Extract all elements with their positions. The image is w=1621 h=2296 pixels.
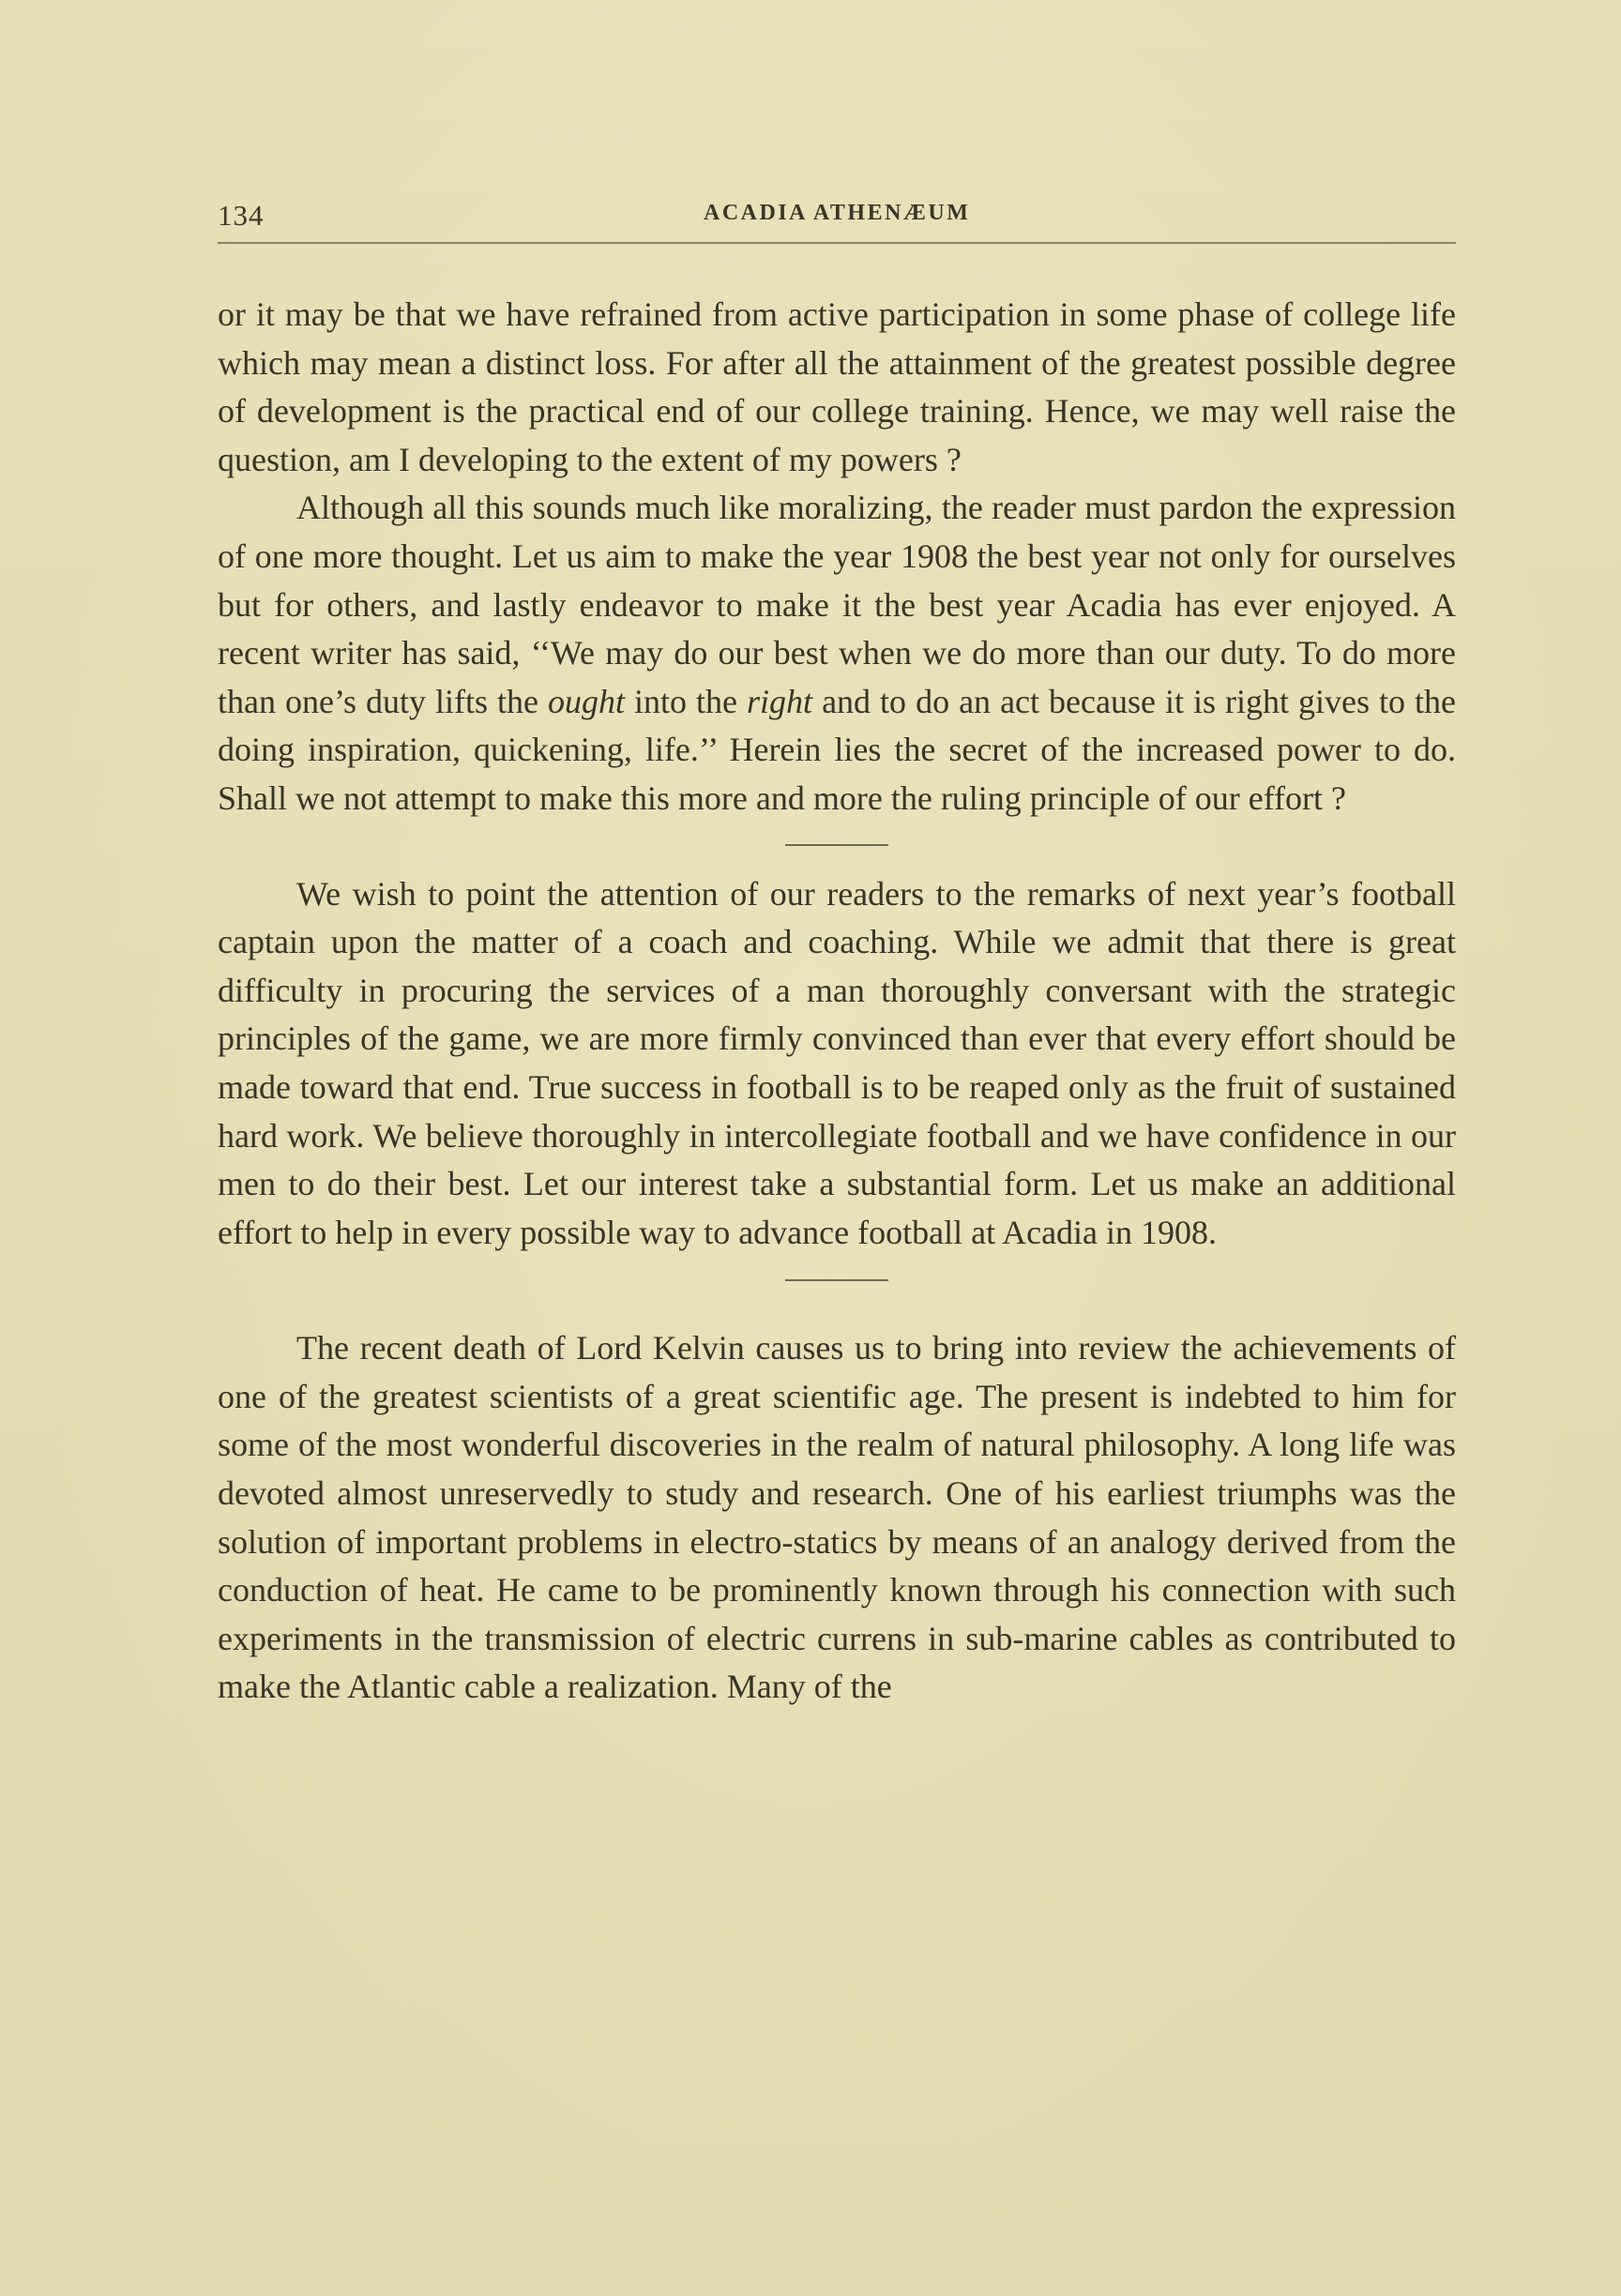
running-head: ACADIA ATHENÆUM: [704, 201, 971, 225]
paragraph-2-text-middle: into the: [625, 682, 748, 720]
paragraph-4: The recent death of Lord Kelvin causes us to bring into review the achievements of one of the greatest scientists of a great scientific age. The present is indebted to him for some of the most wonderful discoveries in the realm of natural philosophy. A long life was devoted almost unreservedly to study and research. One of his earliest triumphs was the solution of important problems in electro-statics by means of an analogy derived from the conduction of heat. He came to be prominently known through his connection with such experiments in the transmission of electric currens in sub-marine cables as contributed to make the Atlantic cable a realization. Many of the: [218, 1329, 1456, 1706]
page-number: 134: [218, 199, 265, 232]
body-text: [218, 291, 1456, 2167]
page-header: [218, 193, 1456, 240]
paragraph-2-text-before: Although all this sounds much like moralizing, the reader must pardon the expression of one more thought. Let us aim to make the year 1908 the best year not only for ourselves but for others, and lastly endeavor to make it the best year Acadia has ever enjoyed. A recent writer has said, ‘‘We may do our best when we do more than our duty. To do more than one’s duty lifts the: [218, 489, 1456, 720]
paragraph-2-italic-ought: ought: [548, 682, 626, 720]
paragraph-1: or it may be that we have refrained from active participation in some phase of college life which may mean a distinct loss. For after all the attainment of the greatest possible degree of development is the practical end of our college training. Hence, we may well raise the question, am I developing to the extent of my powers ?: [218, 295, 1456, 478]
paragraph-2-italic-right: right: [747, 682, 813, 720]
paragraph-2-text-after: and to do an act because it is right gives to the doing inspiration, quickening, life.’’ Herein lies the secret of the increased power to do. Shall we not attempt to make this more and more the ruling principle of our effort ?: [218, 682, 1456, 817]
section-separator: [785, 1279, 888, 1281]
paragraph-3: We wish to point the attention of our readers to the remarks of next year’s football captain upon the matter of a coach and coaching. While we admit that there is great difficulty in procuring the services of a man thoroughly conversant with the strategic principles of the game, we are more firmly convinced than ever that every effort should be made toward that end. True success in football is to be reaped only as the fruit of sustained hard work. We believe thoroughly in intercollegiate football and we have confidence in our men to do their best. Let our interest take a substantial form. Let us make an additional effort to help in every possible way to advance football at Acadia in 1908.: [218, 874, 1456, 1251]
paragraph-2: [218, 484, 1456, 823]
section-separator: [785, 844, 888, 846]
header-rule: [218, 242, 1456, 244]
